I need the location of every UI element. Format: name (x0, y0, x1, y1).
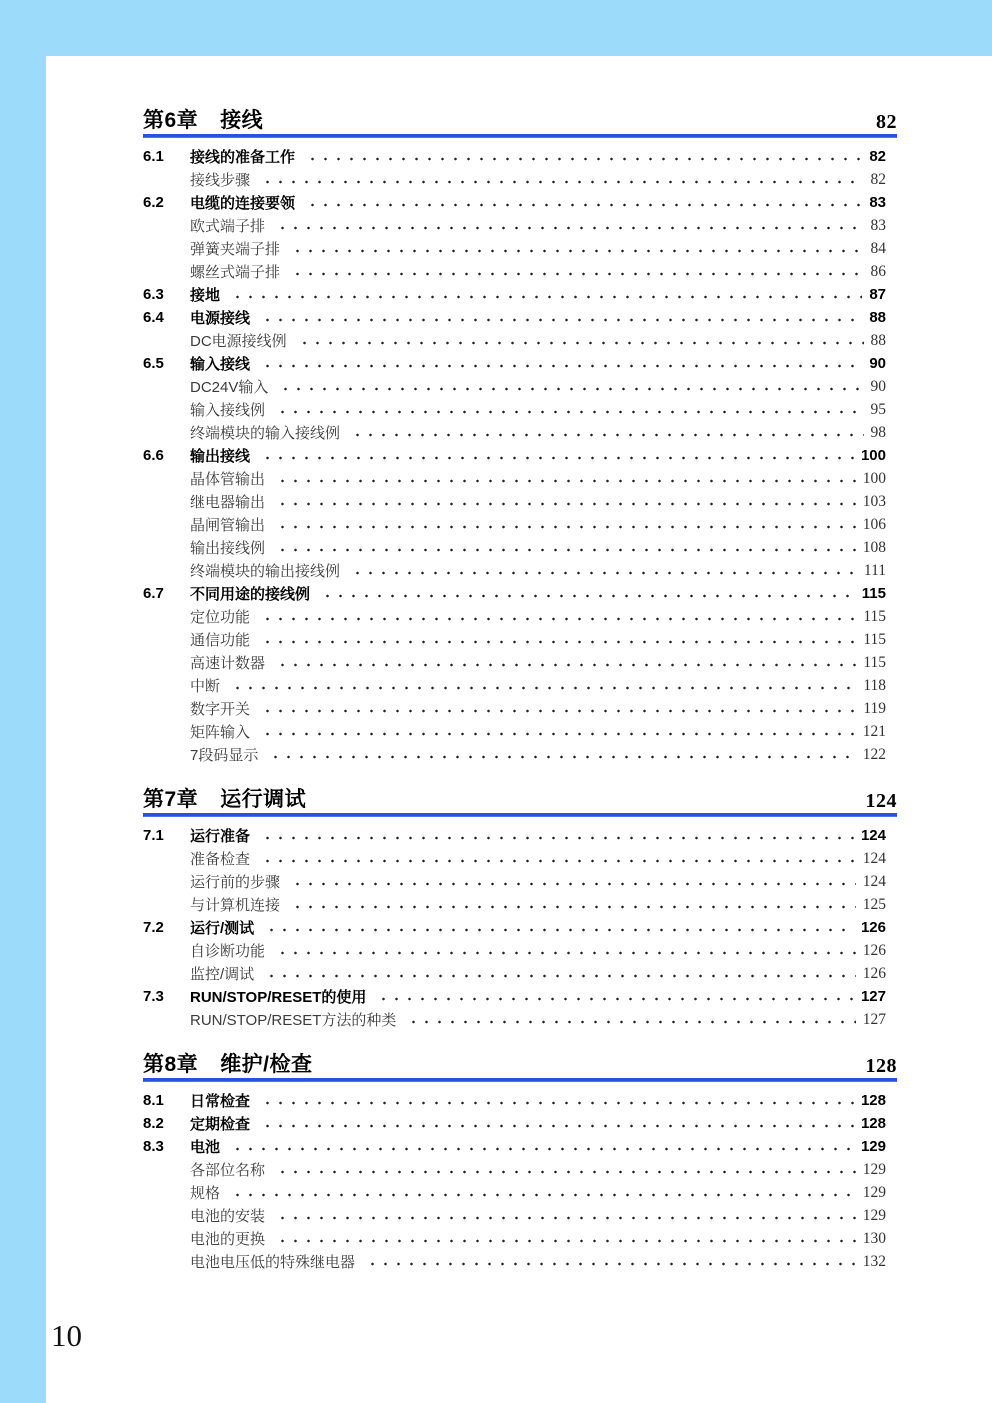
section-number: 6.6 (143, 447, 164, 464)
entry-page-number: 115 (863, 653, 886, 671)
entry-title: 各部位名称 (190, 1162, 266, 1179)
chapter-entry-list (143, 817, 897, 1031)
entry-page-number: 126 (862, 964, 886, 982)
toc-section-row[interactable] (143, 1089, 886, 1112)
entry-title: RUN/STOP/RESET方法的种类 (190, 1012, 397, 1029)
entry-title: 运行前的步骤 (190, 874, 281, 891)
dot-leader (263, 916, 854, 939)
dot-leader (274, 467, 856, 490)
entry-page-number: 126 (862, 941, 886, 959)
toc-section-row[interactable] (143, 145, 886, 168)
toc-section-row[interactable] (143, 582, 886, 605)
entry-page-number: 103 (862, 492, 886, 510)
dot-leader (259, 847, 856, 870)
chapter-page-number: 124 (865, 790, 897, 812)
entry-title: 与计算机连接 (190, 897, 281, 914)
toc-subsection-row[interactable] (143, 490, 886, 513)
chapter-page-number: 128 (865, 1055, 897, 1077)
entry-page-number: 86 (870, 262, 886, 280)
dot-leader (259, 824, 854, 847)
entry-page-number: 129 (860, 1138, 886, 1155)
entry-title: 不同用途的接线例 (190, 586, 311, 603)
section-number: 6.2 (143, 194, 164, 211)
entry-title: DC电源接线例 (190, 333, 287, 350)
dot-leader (405, 1008, 855, 1031)
toc-subsection-row[interactable] (143, 605, 886, 628)
entry-title: 输入接线 (190, 356, 251, 373)
entry-title: 定期检查 (190, 1116, 251, 1133)
chapter-entry-list (143, 1082, 897, 1273)
entry-title: 通信功能 (190, 632, 251, 649)
dot-leader (259, 168, 863, 191)
entry-title: 电池的安装 (190, 1208, 266, 1225)
entry-title: 螺丝式端子排 (190, 264, 281, 281)
dot-leader (259, 1089, 854, 1112)
toc-subsection-row[interactable] (143, 847, 886, 870)
toc-subsection-row[interactable] (143, 720, 886, 743)
entry-title: RUN/STOP/RESET的使用 (190, 989, 367, 1006)
dot-leader (229, 1181, 856, 1204)
entry-page-number: 90 (870, 377, 886, 395)
entry-title: 运行/测试 (190, 920, 255, 937)
entry-title: 电源接线 (190, 310, 251, 327)
entry-title: 电缆的连接要领 (190, 195, 296, 212)
dot-leader (277, 375, 863, 398)
entry-page-number: 83 (869, 194, 886, 211)
entry-page-number: 95 (870, 400, 886, 418)
dot-leader (304, 145, 862, 168)
entry-page-number: 88 (870, 331, 886, 349)
entry-page-number: 100 (862, 469, 886, 487)
section-number: 6.3 (143, 286, 164, 303)
dot-leader (274, 939, 856, 962)
chapter-title: 接线 (220, 109, 264, 132)
toc-subsection-row[interactable] (143, 237, 886, 260)
chapter-section (143, 787, 897, 1031)
entry-page-number: 87 (869, 286, 886, 303)
entry-page-number: 98 (870, 423, 886, 441)
entry-title: 输出接线 (190, 448, 251, 465)
entry-title: 终端模块的输出接线例 (190, 563, 341, 580)
dot-leader (274, 214, 863, 237)
entry-title: 运行准备 (190, 828, 251, 845)
entry-page-number: 128 (860, 1115, 886, 1132)
dot-leader (274, 513, 856, 536)
entry-page-number: 88 (869, 309, 886, 326)
toc-subsection-row[interactable] (143, 375, 886, 398)
entry-title: 7段码显示 (190, 747, 259, 764)
entry-page-number: 127 (862, 1010, 886, 1028)
entry-title: 自诊断功能 (190, 943, 266, 960)
entry-title: 电池电压低的特殊继电器 (190, 1254, 356, 1271)
toc-section-row[interactable] (143, 916, 886, 939)
chapter-page-number: 82 (876, 111, 897, 133)
dot-leader (259, 352, 862, 375)
toc-subsection-row[interactable] (143, 168, 886, 191)
toc-subsection-row[interactable] (143, 214, 886, 237)
toc-subsection-row[interactable] (143, 467, 886, 490)
dot-leader (349, 559, 857, 582)
entry-title: 准备检查 (190, 851, 251, 868)
dot-leader (229, 1135, 854, 1158)
dot-leader (267, 743, 855, 766)
dot-leader (259, 628, 856, 651)
toc-subsection-row[interactable] (143, 1158, 886, 1181)
entry-title: 接线步骤 (190, 172, 251, 189)
entry-title: 电池的更换 (190, 1231, 266, 1248)
page-top-band (0, 0, 992, 56)
entry-page-number: 129 (862, 1160, 886, 1178)
section-number: 7.1 (143, 827, 164, 844)
section-number: 6.4 (143, 309, 164, 326)
dot-leader (274, 1158, 856, 1181)
dot-leader (259, 306, 862, 329)
entry-page-number: 106 (862, 515, 886, 533)
entry-title: 中断 (190, 678, 221, 695)
entry-page-number: 119 (863, 699, 886, 717)
entry-page-number: 129 (862, 1183, 886, 1201)
toc-section-row[interactable] (143, 306, 886, 329)
toc-subsection-row[interactable] (143, 398, 886, 421)
entry-title: 输入接线例 (190, 402, 266, 419)
chapter-heading[interactable] (143, 108, 897, 134)
toc-subsection-row[interactable] (143, 329, 886, 352)
chapter-section (143, 1052, 897, 1273)
toc-section-row[interactable] (143, 191, 886, 214)
toc-subsection-row[interactable] (143, 536, 886, 559)
entry-title: 日常检查 (190, 1093, 251, 1110)
toc-subsection-row[interactable] (143, 1008, 886, 1031)
section-number: 8.1 (143, 1092, 164, 1109)
toc-subsection-row[interactable] (143, 421, 886, 444)
entry-page-number: 118 (863, 676, 886, 694)
toc-subsection-row[interactable] (143, 674, 886, 697)
dot-leader (289, 260, 863, 283)
toc-section-row[interactable] (143, 1112, 886, 1135)
page-left-band (0, 0, 46, 1403)
dot-leader (304, 191, 862, 214)
toc-subsection-row[interactable] (143, 743, 886, 766)
dot-leader (274, 1204, 856, 1227)
dot-leader (259, 1112, 854, 1135)
toc-subsection-row[interactable] (143, 1250, 886, 1273)
toc-section-row[interactable] (143, 283, 886, 306)
chapter-number: 第8章 (143, 1053, 199, 1076)
entry-page-number: 115 (861, 585, 886, 602)
dot-leader (274, 1227, 856, 1250)
chapter-title: 维护/检查 (220, 1053, 313, 1076)
entry-page-number: 125 (862, 895, 886, 913)
dot-leader (319, 582, 855, 605)
entry-page-number: 126 (860, 919, 886, 936)
entry-page-number: 83 (870, 216, 886, 234)
dot-leader (259, 697, 856, 720)
dot-leader (289, 893, 856, 916)
toc-subsection-row[interactable] (143, 893, 886, 916)
entry-page-number: 115 (863, 607, 886, 625)
toc-subsection-row[interactable] (143, 1204, 886, 1227)
entry-page-number: 115 (863, 630, 886, 648)
entry-title: 电池 (190, 1139, 221, 1156)
entry-page-number: 129 (862, 1206, 886, 1224)
chapter-section (143, 108, 897, 766)
toc-section-row[interactable] (143, 824, 886, 847)
entry-title: 输出接线例 (190, 540, 266, 557)
dot-leader (364, 1250, 856, 1273)
entry-title: 欧式端子排 (190, 218, 266, 235)
toc-subsection-row[interactable] (143, 559, 886, 582)
section-number: 6.7 (143, 585, 164, 602)
section-number: 7.2 (143, 919, 164, 936)
toc-subsection-row[interactable] (143, 260, 886, 283)
dot-leader (375, 985, 854, 1008)
entry-page-number: 82 (869, 148, 886, 165)
dot-leader (263, 962, 856, 985)
chapter-number: 第7章 (143, 788, 199, 811)
entry-page-number: 82 (870, 170, 886, 188)
chapter-heading[interactable] (143, 1052, 897, 1078)
entry-page-number: 127 (860, 988, 886, 1005)
section-number: 7.3 (143, 988, 164, 1005)
toc-subsection-row[interactable] (143, 628, 886, 651)
dot-leader (274, 651, 856, 674)
entry-title: 继电器输出 (190, 494, 266, 511)
chapter-number: 第6章 (143, 109, 199, 132)
dot-leader (229, 283, 862, 306)
section-number: 6.5 (143, 355, 164, 372)
toc-subsection-row[interactable] (143, 962, 886, 985)
entry-title: 接线的准备工作 (190, 149, 296, 166)
entry-page-number: 108 (862, 538, 886, 556)
dot-leader (274, 536, 856, 559)
dot-leader (229, 674, 856, 697)
entry-title: 终端模块的输入接线例 (190, 425, 341, 442)
entry-page-number: 122 (862, 745, 886, 763)
section-number: 6.1 (143, 148, 164, 165)
section-number: 8.2 (143, 1115, 164, 1132)
dot-leader (259, 605, 856, 628)
entry-page-number: 128 (860, 1092, 886, 1109)
toc-subsection-row[interactable] (143, 1181, 886, 1204)
entry-page-number: 111 (863, 561, 886, 579)
toc-subsection-row[interactable] (143, 1227, 886, 1250)
entry-title: 定位功能 (190, 609, 251, 626)
entry-title: 规格 (190, 1185, 221, 1202)
entry-page-number: 121 (862, 722, 886, 740)
entry-title: 晶体管输出 (190, 471, 266, 488)
entry-page-number: 90 (869, 355, 886, 372)
entry-title: 晶闸管输出 (190, 517, 266, 534)
entry-title: DC24V输入 (190, 379, 269, 396)
section-number: 8.3 (143, 1138, 164, 1155)
dot-leader (259, 720, 856, 743)
table-of-contents (143, 108, 897, 1273)
dot-leader (274, 398, 863, 421)
entry-title: 弹簧夹端子排 (190, 241, 281, 258)
dot-leader (296, 329, 864, 352)
toc-section-row[interactable] (143, 352, 886, 375)
entry-page-number: 124 (862, 872, 886, 890)
entry-page-number: 130 (862, 1229, 886, 1247)
dot-leader (289, 237, 863, 260)
chapter-heading[interactable] (143, 787, 897, 813)
toc-subsection-row[interactable] (143, 697, 886, 720)
entry-title: 高速计数器 (190, 655, 266, 672)
entry-title: 监控/调试 (190, 966, 255, 983)
dot-leader (259, 444, 854, 467)
entry-page-number: 124 (860, 827, 886, 844)
dot-leader (349, 421, 863, 444)
entry-title: 矩阵输入 (190, 724, 251, 741)
dot-leader (274, 490, 856, 513)
folio-page-number: 10 (51, 1318, 82, 1353)
entry-page-number: 84 (870, 239, 886, 257)
toc-section-row[interactable] (143, 444, 886, 467)
toc-section-row[interactable] (143, 985, 886, 1008)
entry-title: 数字开关 (190, 701, 251, 718)
entry-page-number: 124 (862, 849, 886, 867)
toc-subsection-row[interactable] (143, 870, 886, 893)
chapter-title: 运行调试 (220, 788, 307, 811)
toc-subsection-row[interactable] (143, 939, 886, 962)
toc-subsection-row[interactable] (143, 651, 886, 674)
entry-title: 接地 (190, 287, 221, 304)
entry-page-number: 100 (860, 447, 886, 464)
entry-page-number: 132 (862, 1252, 886, 1270)
dot-leader (289, 870, 856, 893)
toc-section-row[interactable] (143, 1135, 886, 1158)
toc-subsection-row[interactable] (143, 513, 886, 536)
chapter-entry-list (143, 138, 897, 766)
